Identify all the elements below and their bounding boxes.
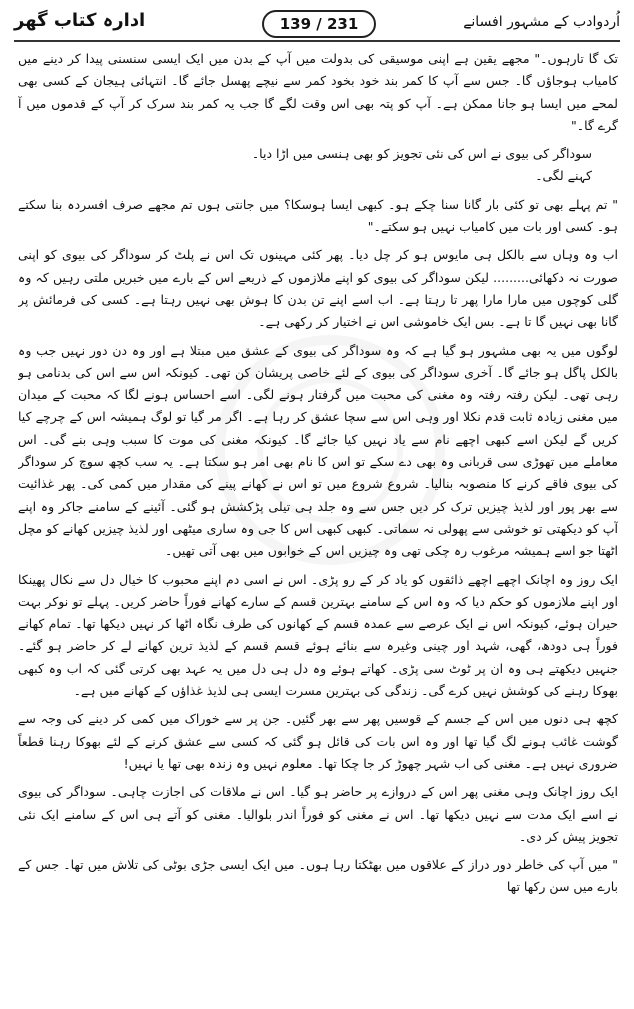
page-number-badge: 139 / 231 bbox=[262, 10, 376, 38]
paragraph: کہنے لگی۔ bbox=[535, 168, 592, 184]
book-title: اُردوادب کے مشہور افسانے bbox=[463, 14, 620, 30]
paragraph: تک گا تارہوں۔" مجھے یقین ہے اپنی موسیقی کی بدولت میں آپ کے بدن میں ایک ایسی سنسنی پیدا کر دینے میں کامیاب ہوجاؤں گا۔ جس سے آپ کا کمر بند خود بخود کمر سے نیچے پھسل جائے گا۔ انتہائی ہیجان کے کسی بھی لمحے میں ایسا ہو جانا ممکن ہے۔ آپ کو پتہ بھی اس وقت لگے گا جب یہ کمر بند سرک کر آپ کے قدموں میں آ گرے گا۔" bbox=[18, 51, 618, 133]
header-divider bbox=[14, 40, 620, 42]
page-header bbox=[14, 4, 620, 44]
story-text bbox=[18, 48, 618, 1003]
paragraph: " میں آپ کی خاطر دور دراز کے علاقوں میں بھٹکتا رہا ہوں۔ میں ایک ایسی جڑی بوٹی کی تلاش میں تھا۔ جس کے بارے میں سن رکھا تھا bbox=[18, 857, 618, 895]
publisher-name: ادارہ کتاب گھر bbox=[14, 10, 146, 31]
paragraph: ایک روز اچانک وہی مغنی پھر اس کے دروازے پر حاضر ہو گیا۔ اس نے ملاقات کی اجازت چاہی۔ سوداگر کی بیوی نے اسے ایک مدت سے نہیں دیکھا تھا۔ اس نے مغنی کو فوراً اندر بلوالیا۔ مغنی کو آتے ہی اس کے سامنے ایک نئی تجویز پیش کر دی۔ bbox=[18, 784, 618, 844]
paragraph: لوگوں میں یہ بھی مشہور ہو گیا ہے کہ وہ سوداگر کی بیوی کے عشق میں مبتلا ہے اور وہ دن دور نہیں جب وہ بالکل پاگل ہو جائے گا۔ آخری سوداگر کی بیوی کے لئے خاصی پریشان کن تھی۔ کیونکہ اس سے اس کی بدنامی ہو رہی تھی۔ لیکن رفتہ رفتہ وہ مغنی کی محبت میں گرفتار ہونے لگی۔ اسے احساس ہونے لگا کہ محبت کے میدان میں مغنی زیادہ ثابت قدم نکلا اور وہی اس سے سچا عشق کر رہا ہے۔ اگر مر گیا تو لوگ ہمیشہ اس کے چرچے کیا کریں گے لیکن اسے کبھی اچھے نام سے یاد نہیں کیا جائے گا۔ کیونکہ مغنی کی موت کا سبب وہی بنے گی۔ اس معاملے میں تھوڑی سی قربانی وہ بھی دے سکے تو اس کا نام بھی امر ہو سکتا ہے۔ یہ سب کچھ سوچ کر سوداگر کی بیوی فاقے کرنے کا منصوبہ بنالیا۔ شروع شروع میں تو اس نے کھانے پینے کی مقدار میں کمی کی۔ پھر غذائیت سے بھر پور اور لذیذ چیزیں ترک کر دیں جس سے وہ جلد ہی تیلی پڑکشش ہو گئی۔ آئینے کے سامنے جاکر وہ اپنے آپ کو دیکھتی تو خوشی سے پھولی نہ سماتی۔ کبھی کبھی اس کا جی وہ ساری میٹھی اور لذیذ چیزیں کھانے کو مچل اٹھتا جو اسے ہمیشہ مرغوب رہ چکی تھی وہ چیزیں اس کے خوابوں میں بھی آتی تھیں۔ bbox=[18, 342, 618, 559]
paragraph: " تم پہلے بھی تو کئی بار گانا سنا چکے ہو۔ کبھی ایسا ہوسکا؟ میں جانتی ہوں تم مجھے صرف افسردہ بنا سکتے ہو۔ کسی اور بات میں کامیاب نہیں ہو سکتے۔" bbox=[18, 196, 618, 235]
paragraph: کچھ ہی دنوں میں اس کے جسم کے قوسیں پھر سے بھر گئیں۔ جن پر سے خوراک میں کمی کر دینے کی وجہ سے گوشت غائب ہونے لگ گیا تھا اور وہ اس بات کی قائل ہو گئی کہ کسی سے عشق کرنے کے لئے بھوکا رہنا قطعاً ضروری نہیں ہے۔ مغنی کی اب شہر چھوڑ کر جا چکا تھا۔ معلوم نہیں وہ زندہ بھی تھا یا نہیں! bbox=[18, 711, 618, 771]
paragraph: ایک روز وہ اچانک اچھے اچھے ذائقوں کو یاد کر کے رو پڑی۔ اس نے اسی دم اپنے محبوب کا خیال دل سے نکال پھینکا اور اپنے ملازموں کو حکم دیا کہ وہ اس کے سامنے بہترین قسم کے سارے کھانے فوراً حاضر کریں۔ پہلے تو نوکر بہت حیران ہوئے، کیونکہ اس نے ایک عرصے سے عمدہ قسم کے کھانوں کی طرف نگاہ اٹھا کر نہیں دیکھا تھا۔ تمام کھانے فوراً ہی دودھ، گھی، شہد اور چینی وغیرہ سے بنائے ہوئے قسم قسم کے لذیذ ترین کھانے لے کر حاضر ہو گئے۔ جنہیں دیکھتے ہی وہ ان پر ٹوٹ سی پڑی۔ کھاتے ہوئے وہ دل ہی دل میں یہ عہد بھی کرتی گئی کہ اب وہ کبھی بھوکا رہنے کی کوشش نہیں کرے گی۔ زندگی کی بہترین مسرت ایسی ہی لذیذ غذاؤں کے کھانے میں ہے۔ bbox=[18, 571, 618, 699]
paragraph: اب وہ وہاں سے بالکل ہی مایوس ہو کر چل دیا۔ پھر کئی مہینوں تک اس نے پلٹ کر سوداگر کی بیوی کو اپنی صورت نہ دکھائی......... لیکن سوداگر کی بیوی کو اپنے ملازموں کے ذریعے اس کے بارے میں خبریں ملتی رہیں کہ وہ گلی کوچوں میں مارا مارا پھر تا رہتا ہے۔ اب اسے اپنے تن بدن کا ہوش بھی نہیں رہتا ہے۔ کسی کی فرمائش پر گانا بھی نہیں گا تا ہے۔ بس ایک خاموشی اس نے اختیار کر رکھی ہے۔ bbox=[18, 247, 618, 330]
paragraph: سوداگر کی بیوی نے اس کی نئی تجویز کو بھی ہنسی میں اڑا دیا۔ bbox=[251, 146, 592, 162]
